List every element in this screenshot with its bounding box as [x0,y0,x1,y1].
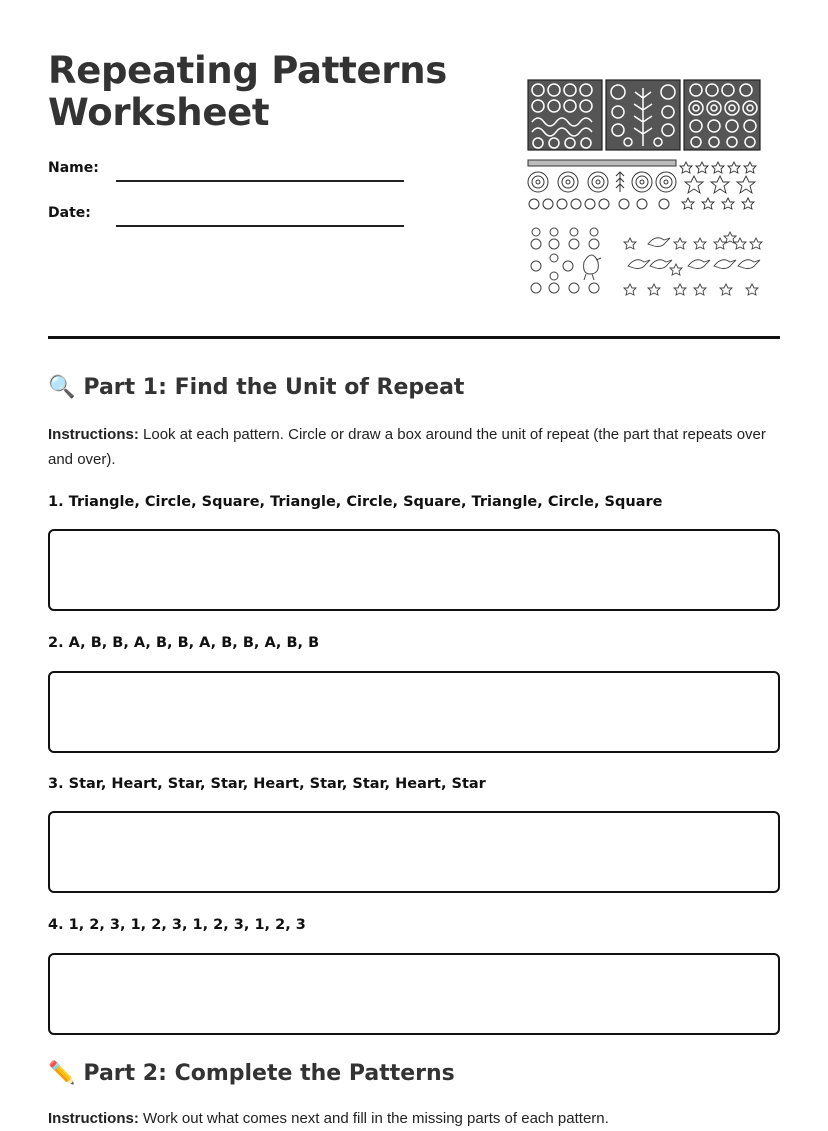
page-title [48,50,447,134]
patterns-illustration [524,76,768,302]
title-line-2: Worksheet [48,91,270,134]
answer-box-2[interactable] [48,671,780,753]
part1-instructions-label: Instructions: [48,426,139,443]
pencil-icon: ✏️ [48,1061,76,1086]
date-line [116,225,404,227]
part1-instructions [48,422,778,472]
part1-heading [48,374,464,402]
header-divider [48,336,780,339]
answer-box-3[interactable] [48,811,780,893]
part2-instructions [48,1106,778,1131]
question-4: 4. 1, 2, 3, 1, 2, 3, 1, 2, 3, 1, 2, 3 [48,917,306,933]
part2-instructions-label: Instructions: [48,1110,139,1127]
question-3: 3. Star, Heart, Star, Star, Heart, Star, Star, Heart, Star [48,776,486,792]
title-line-1: Repeating Patterns [48,49,447,92]
magnifying-glass-icon: 🔍 [48,375,76,400]
part1-instructions-text: Look at each pattern. Circle or draw a box around the unit of repeat (the part that repeats over and over). [48,426,766,468]
question-2: 2. A, B, B, A, B, B, A, B, B, A, B, B [48,635,320,651]
answer-box-1[interactable] [48,529,780,611]
answer-box-4[interactable] [48,953,780,1035]
name-line [116,180,404,182]
date-label: Date: [48,205,91,221]
part2-heading-text: Part 2: Complete the Patterns [83,1061,455,1086]
name-label: Name: [48,160,99,176]
part1-heading-text: Part 1: Find the Unit of Repeat [83,375,465,400]
part2-heading [48,1060,455,1088]
part2-instructions-text: Work out what comes next and fill in the missing parts of each pattern. [138,1110,609,1127]
question-1: 1. Triangle, Circle, Square, Triangle, Circle, Square, Triangle, Circle, Square [48,494,663,510]
